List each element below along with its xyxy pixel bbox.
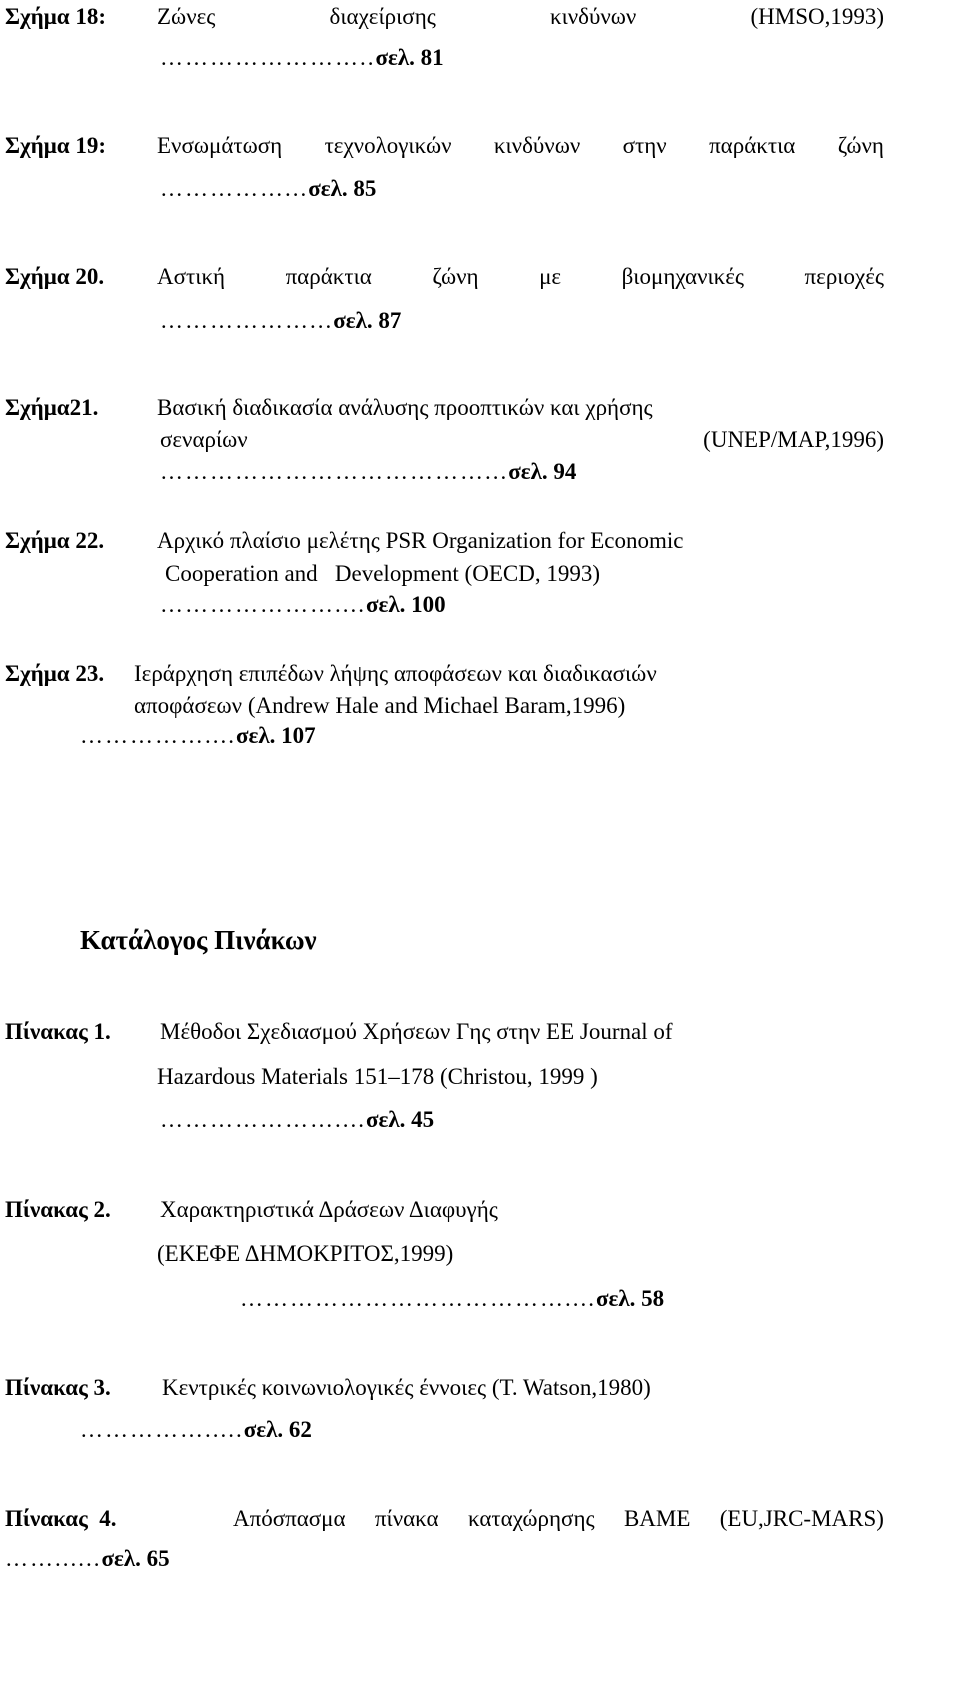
figure-23-title-line1: Ιεράρχηση επιπέδων λήψης αποφάσεων και διαδικασιών [134, 661, 657, 686]
title-word: Αστική [157, 264, 226, 289]
table-4-page-ref [5, 1545, 170, 1573]
figure-23-title-line2: αποφάσεων (Andrew Hale and Michael Baram,1996) [134, 693, 626, 718]
dot-leader: …………………………………... [160, 459, 509, 484]
title-word: (EU,JRC-MARS) [719, 1506, 884, 1531]
dot-leader: ……………..... [80, 1417, 244, 1442]
table-2-label: Πίνακας 2. [5, 1197, 111, 1222]
table-4-label: Πίνακας 4. [5, 1506, 117, 1531]
title-word: Απόσπασμα [233, 1506, 346, 1531]
figure-20-label: Σχήμα 20. [5, 264, 105, 289]
title-word: BAME [623, 1506, 691, 1531]
title-word: διαχείρισης [329, 4, 436, 29]
page-number: σελ. 94 [508, 459, 577, 484]
figure-22-label: Σχήμα 22. [5, 528, 105, 553]
title-word: πίνακα [374, 1506, 439, 1531]
title-word: καταχώρησης [467, 1506, 595, 1531]
page-number: σελ. 58 [596, 1286, 665, 1311]
dot-leader: ………………….... [160, 1107, 366, 1132]
table-2-title-line1: Χαρακτηριστικά Δράσεων Διαφυγής [160, 1197, 498, 1222]
page-number: σελ. 65 [101, 1546, 170, 1571]
figure-22-title-line1: Αρχικό πλαίσιο μελέτης PSR Organization for Economic [157, 528, 684, 553]
figure-19-label: Σχήμα 19: [5, 133, 107, 158]
title-word: κινδύνων [493, 133, 581, 158]
page-number: σελ. 81 [375, 45, 444, 70]
figure-20-page-ref [160, 307, 401, 335]
dot-leader: ………………….... [160, 592, 366, 617]
figure-21-page-ref [160, 458, 576, 486]
title-word: με [539, 264, 562, 289]
figure-18-page-ref [160, 44, 444, 72]
dot-leader: ……………... [160, 176, 309, 201]
figure-19-page-ref [160, 175, 376, 203]
title-word: (HMSO,1993) [750, 4, 884, 29]
title-word: περιοχές [804, 264, 884, 289]
title-word: ζώνη [837, 133, 884, 158]
figure-21-title-line2 [160, 426, 884, 454]
table-2-title-line2: (ΕΚΕΦΕ ΔΗΜΟΚΡΙΤΟΣ,1999) [157, 1241, 454, 1266]
page-number: σελ. 45 [366, 1107, 435, 1132]
figure-18-label: Σχήμα 18: [5, 4, 107, 29]
dot-leader: ………………………………….... [240, 1286, 596, 1311]
figure-20-title [157, 263, 884, 291]
dot-leader: …………………….. [160, 45, 376, 70]
dot-leader: ……...... [5, 1546, 102, 1571]
figure-19-title [157, 132, 884, 160]
dot-leader: …………….... [80, 723, 236, 748]
figure-21-title-line1: Βασική διαδικασία ανάλυσης προοπτικών και χρήσης [157, 395, 653, 420]
table-1-page-ref [160, 1106, 434, 1134]
table-1-title-line2: Hazardous Materials 151–178 (Christou, 1999 ) [157, 1064, 598, 1089]
dot-leader: ………………... [160, 308, 334, 333]
title-word: στην [622, 133, 667, 158]
page-number: σελ. 85 [308, 176, 377, 201]
figure-23-label: Σχήμα 23. [5, 661, 105, 686]
page-number: σελ. 87 [333, 308, 402, 333]
table-2-page-ref [240, 1285, 664, 1313]
table-3-label: Πίνακας 3. [5, 1375, 111, 1400]
list-of-tables-heading: Κατάλογος Πινάκων [80, 925, 317, 955]
title-word: βιομηχανικές [621, 264, 745, 289]
title-word: κινδύνων [549, 4, 637, 29]
table-1-label: Πίνακας 1. [5, 1019, 111, 1044]
title-word: ζώνη [432, 264, 479, 289]
page-number: σελ. 62 [243, 1417, 312, 1442]
title-word: Ενσωμάτωση [157, 133, 283, 158]
figure-23-page-ref [80, 722, 316, 750]
table-1-title-line1: Μέθοδοι Σχεδιασμού Χρήσεων Γης στην ΕΕ Journal of [160, 1019, 673, 1044]
title-word: Ζώνες [157, 4, 216, 29]
figure-22-page-ref [160, 591, 446, 619]
title-word: παράκτια [709, 133, 796, 158]
figure-22-title-line2: Cooperation and Development (OECD, 1993) [165, 561, 600, 586]
title-word: παράκτια [285, 264, 372, 289]
page-number: σελ. 100 [366, 592, 446, 617]
page-number: σελ. 107 [236, 723, 316, 748]
table-3-title-line1: Κεντρικές κοινωνιολογικές έννοιες (T. Watson,1980) [162, 1375, 651, 1400]
title-word: τεχνολογικών [324, 133, 452, 158]
title-text: σεναρίων [160, 427, 248, 452]
table-4-title [233, 1505, 884, 1533]
title-source: (UNEP/MAP,1996) [703, 427, 884, 452]
figure-18-title [157, 3, 884, 31]
figure-21-label: Σχήμα21. [5, 395, 99, 420]
table-3-page-ref [80, 1416, 312, 1444]
